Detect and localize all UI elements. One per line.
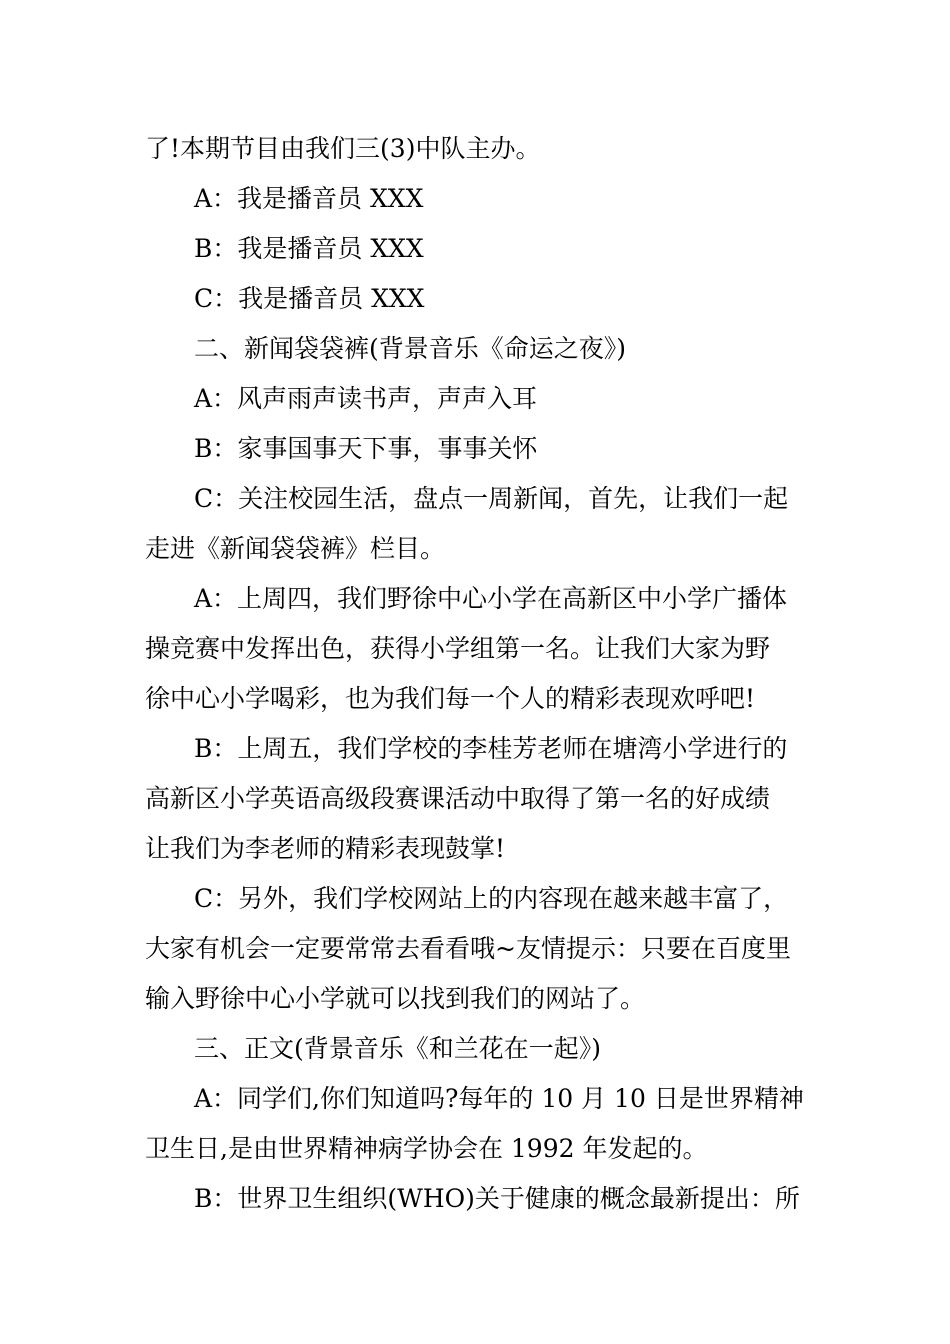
section-heading: 三、正文(背景音乐《和兰花在一起》) (194, 1034, 602, 1063)
text-line: C：另外，我们学校网站上的内容现在越来越丰富了， (194, 884, 789, 913)
text-line: A：风声雨声读书声，声声入耳 (194, 384, 538, 413)
text-line: B：上周五，我们学校的李桂芳老师在塘湾小学进行的 (194, 734, 788, 763)
text-line: C：我是播音员 XXX (194, 284, 425, 313)
text-line: B：我是播音员 XXX (194, 234, 424, 263)
text-line: A：我是播音员 XXX (194, 184, 424, 213)
text-line: 让我们为李老师的精彩表现鼓掌! (145, 834, 506, 863)
text-line: 走进《新闻袋袋裤》栏目。 (145, 534, 446, 563)
text-line: B：世界卫生组织(WHO)关于健康的概念最新提出：所 (194, 1184, 800, 1213)
text-line: A：同学们,你们知道吗?每年的 10 月 10 日是世界精神 (194, 1084, 804, 1113)
text-line: B：家事国事天下事，事事关怀 (194, 434, 538, 463)
text-line: 大家有机会一定要常常去看看哦~友情提示：只要在百度里 (145, 934, 791, 963)
text-line: C：关注校园生活，盘点一周新闻，首先，让我们一起 (194, 484, 789, 513)
text-line: A：上周四，我们野徐中心小学在高新区中小学广播体 (194, 584, 788, 613)
text-line: 操竞赛中发挥出色，获得小学组第一名。让我们大家为野 (145, 634, 771, 663)
section-heading: 二、新闻袋袋裤(背景音乐《命运之夜》) (194, 334, 627, 363)
text-line: 徐中心小学喝彩，也为我们每一个人的精彩表现欢呼吧! (145, 684, 756, 713)
text-line: 高新区小学英语高级段赛课活动中取得了第一名的好成绩 (145, 784, 771, 813)
text-line: 了!本期节目由我们三(3)中队主办。 (145, 134, 541, 163)
document-body (145, 124, 810, 1224)
text-line: 卫生日,是由世界精神病学协会在 1992 年发起的。 (145, 1134, 708, 1163)
text-line: 输入野徐中心小学就可以找到我们的网站了。 (145, 984, 646, 1013)
